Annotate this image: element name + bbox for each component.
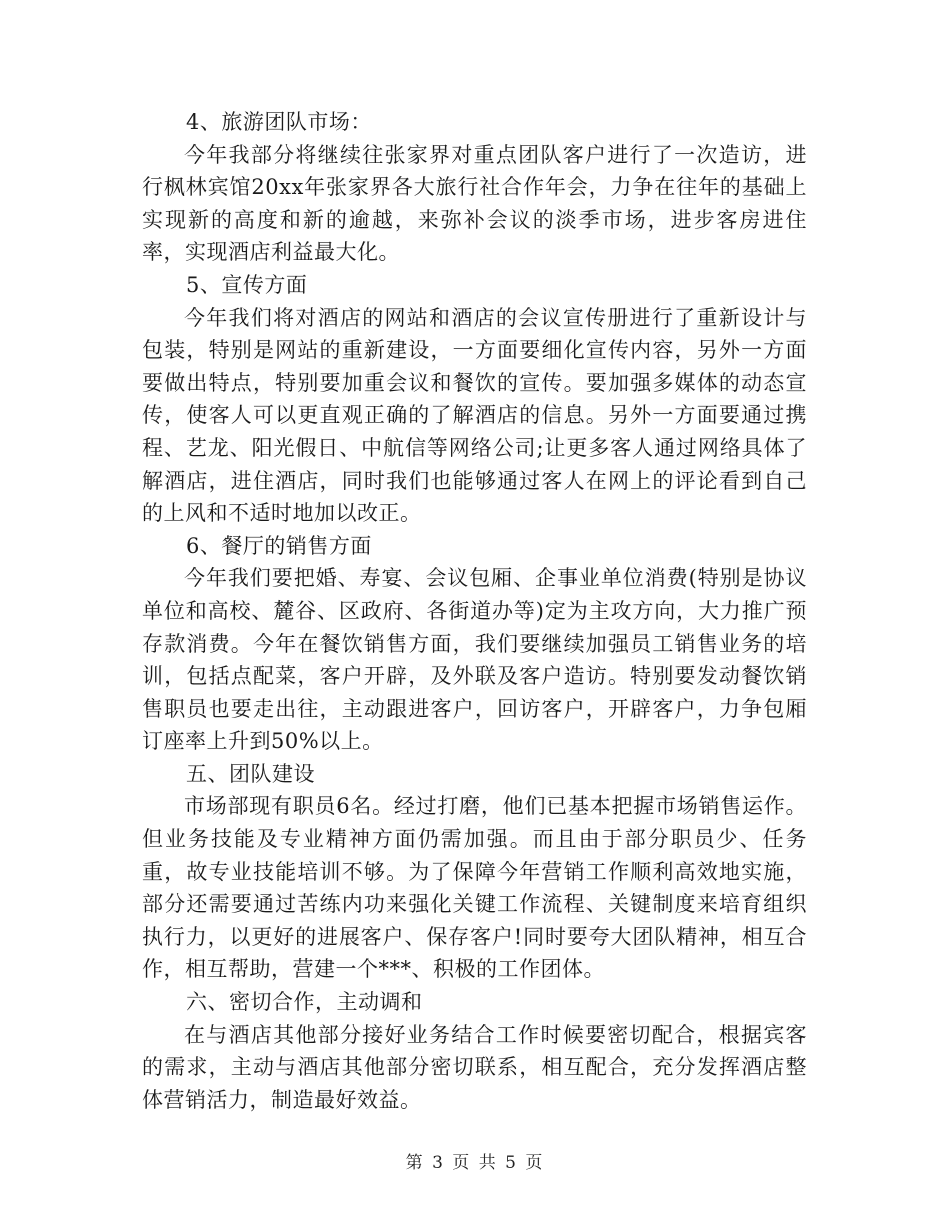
section-heading-team-building: 五、团队建设 <box>186 761 315 786</box>
section-body-tourism-market: 今年我部分将继续往张家界对重点团队客户进行了一次造访，进行枫林宾馆20xx年张家界各大旅行社合作年会，力争在往年的基础上实现新的高度和新的逾越，来弥补会议的淡季市场，进步客房进住率，实现酒店利益最大化。 <box>142 142 807 265</box>
section-body-restaurant-sales: 今年我们要把婚、寿宴、会议包厢、企事业单位消费(特别是协议单位和高校、麓谷、区政府、各街道办等)定为主攻方向，大力推广预存款消费。今年在餐饮销售方面，我们要继续加强员工销售业务的培训，包括点配菜，客户开辟，及外联及客户造访。特别要发动餐饮销售职员也要走出往，主动跟进客户，回访客户，开辟客户，力争包厢订座率上升到50%以上。 <box>142 566 807 754</box>
section-body-publicity: 今年我们将对酒店的网站和酒店的会议宣传册进行了重新设计与包装，特别是网站的重新建设，一方面要细化宣传内容，另外一方面要做出特点，特别要加重会议和餐饮的宣传。要加强多媒体的动态宣传，使客人可以更直观正确的了解酒店的信息。另外一方面要通过携程、艺龙、阳光假日、中航信等网络公司;让更多客人通过网络具体了解酒店，进住酒店，同时我们也能够通过客人在网上的评论看到自己的上风和不适时地加以改正。 <box>142 305 807 526</box>
section-heading-tourism-market: 4、旅游团队市场： <box>186 110 372 134</box>
section-heading-publicity: 5、宣传方面 <box>186 272 308 297</box>
document-page <box>142 106 807 1116</box>
page-number-footer: 第 3 页 共 5 页 <box>405 1153 545 1173</box>
section-body-cooperation: 在与酒店其他部分接好业务结合工作时候要密切配合，根据宾客的需求，主动与酒店其他部分密切联系，相互配合，充分发挥酒店整体营销活力，制造最好效益。 <box>142 1022 807 1112</box>
section-body-team-building: 市场部现有职员6名。经过打磨，他们已基本把握市场销售运作。但业务技能及专业精神方面仍需加强。而且由于部分职员少、任务重，故专业技能培训不够。为了保障今年营销工作顺利高效地实施，部分还需要通过苦练内功来强化关键工作流程、关键制度来培育组织执行力，以更好的进展客户、保存客户!同时要夸大团队精神，相互合作，相互帮助，营建一个***、积极的工作团体。 <box>142 794 807 982</box>
section-heading-restaurant-sales: 6、餐厅的销售方面 <box>186 533 372 558</box>
section-heading-cooperation: 六、密切合作，主动调和 <box>186 990 423 1015</box>
